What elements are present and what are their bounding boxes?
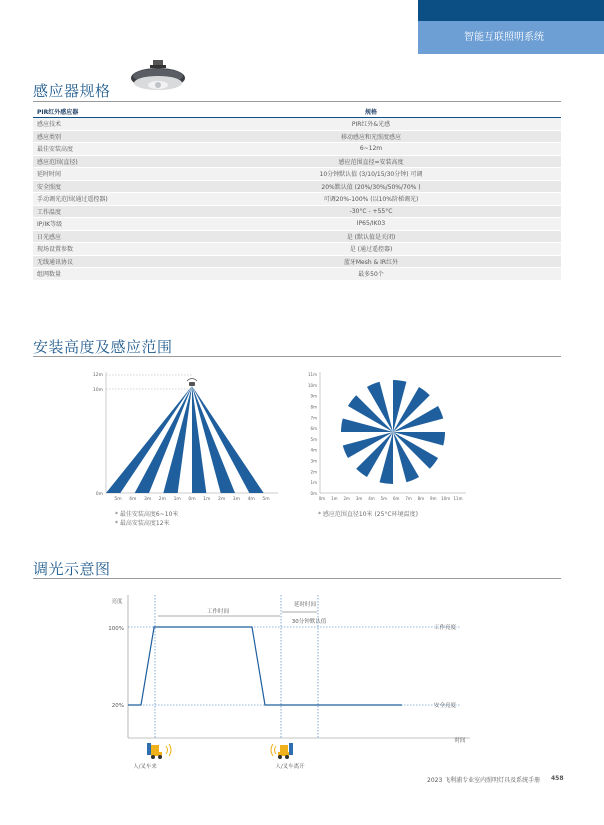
cone-x-tick: 2m [217, 497, 226, 502]
spec-label-cell: 延时时间 [33, 168, 181, 181]
table-header-cell: PIR红外感应器 [33, 106, 181, 118]
spec-value-cell: 是 (通过遥控器) [181, 243, 561, 256]
sensor-wave-icon [187, 379, 197, 382]
spec-label-cell: 无线通讯协议 [33, 255, 181, 268]
section-divider [33, 578, 561, 579]
spec-value-cell: IP65/IK03 [181, 218, 561, 231]
dim-y-tick: 100% [108, 626, 124, 632]
spec-value-cell: -30°C - +55°C [181, 205, 561, 218]
circle-x-tick: 8m [417, 496, 425, 501]
spec-label-cell: 日光感应 [33, 230, 181, 243]
delay-time-label: 延时时间 [293, 602, 317, 608]
circle-range-chart [306, 368, 472, 506]
spec-value-cell: 6~12m [181, 143, 561, 156]
work-brightness-label: 工作亮度 [433, 625, 457, 631]
spec-label-cell: 工作温度 [33, 205, 181, 218]
spec-label-cell: 感应类别 [33, 130, 181, 143]
spec-value-cell: 是 (默认值是关闭) [181, 230, 561, 243]
cone-x-tick: 1m [203, 497, 211, 502]
cone-y-tick: 10m [92, 388, 103, 393]
cone-x-tick: 2m [158, 497, 167, 502]
circle-y-tick: 11m [308, 372, 317, 377]
circle-x-tick: 4m [368, 496, 375, 501]
spec-label-cell: IP/IK等级 [33, 218, 181, 231]
circle-y-tick: 10m [308, 382, 317, 388]
table-row [33, 268, 561, 281]
table-row [33, 180, 561, 193]
spec-label-cell: 最佳安装高度 [33, 143, 181, 156]
cone-notes [115, 510, 178, 528]
spec-label-cell: 感应技术 [33, 118, 181, 131]
table-row [33, 155, 561, 168]
forklift-leave-icon [271, 743, 293, 759]
cone-x-tick: 0m [188, 497, 196, 502]
table-row [33, 118, 561, 131]
cone-x-tick: 5m [114, 497, 122, 502]
table-row [33, 168, 561, 181]
leave-label: 人/叉车离开 [275, 764, 305, 770]
table-row [33, 255, 561, 268]
spec-value-cell: 蓝牙Mesh & IR红外 [181, 255, 561, 268]
cone-detection-rays [106, 386, 264, 493]
spec-label-cell: 感应范围(直径) [33, 155, 181, 168]
table-header-row [33, 106, 561, 118]
dim-ylabel: 亮度 [111, 599, 123, 605]
spec-value-cell: 20%默认值 (20%/30%/50%/70% ) [181, 180, 561, 193]
footer-text: 2023 飞利浦专业室内照明灯具及系统手册 [427, 777, 541, 784]
cone-x-tick: 3m [232, 497, 241, 502]
circle-x-tick: 2m [343, 496, 350, 501]
table-header-cell: 规格 [181, 106, 561, 118]
table-row [33, 193, 561, 206]
circle-y-tick: 8m [310, 404, 317, 410]
arrive-label: 人/叉车来 [133, 764, 157, 770]
spec-value-cell: 感应范围直径=安装高度 [181, 155, 561, 168]
circle-y-tick: 5m [310, 436, 317, 442]
table-row [33, 218, 561, 231]
section-title-dimming: 调光示意图 [33, 560, 111, 578]
spec-value-cell: 可调20%-100% (以10%阶梯调光) [181, 193, 561, 206]
circle-y-tick: 0m [310, 491, 317, 496]
spec-label-cell: 组网数量 [33, 268, 181, 281]
delay-default-label: 30分钟默认值 [291, 619, 327, 625]
page-number: 458 [551, 775, 564, 782]
table-row [33, 205, 561, 218]
circle-y-tick: 7m [310, 415, 317, 421]
cone-y-tick: 12m [92, 373, 103, 378]
section-title-sensor: 感应器规格 [33, 82, 111, 100]
forklift-arrive-icon [147, 743, 171, 759]
spec-value-cell: 移动感应和光照度感应 [181, 130, 561, 143]
header-bar [418, 0, 604, 21]
table-row [33, 130, 561, 143]
safe-brightness-label: 安全亮度 [433, 703, 457, 709]
cone-ray [192, 386, 206, 493]
section-divider [33, 101, 561, 102]
cone-x-tick: 1m [173, 497, 181, 502]
sensor-spec-table [33, 106, 561, 281]
section-divider [33, 356, 561, 357]
dimming-chart [100, 590, 500, 775]
table-row [33, 143, 561, 156]
spec-label-cell: 安全照度 [33, 180, 181, 193]
dim-xlabel: 时间 [454, 738, 466, 744]
table-row [33, 243, 561, 256]
spec-label-cell: 手动调光范围(通过遥控器) [33, 193, 181, 206]
circle-x-tick: 9m [430, 496, 437, 501]
cone-note: * 最高安装高度12米 [115, 520, 170, 527]
header-banner-text: 智能互联照明系统 [464, 32, 544, 43]
circle-x-tick: 6m [392, 496, 400, 501]
circle-y-tick: 2m [310, 469, 317, 475]
circle-y-tick: 3m [310, 458, 317, 464]
circle-y-tick: 6m [310, 426, 317, 432]
cone-note: * 最佳安装高度6~10米 [115, 511, 179, 518]
circle-y-tick: 1m [310, 480, 317, 486]
circle-x-tick: 3m [355, 496, 363, 501]
dim-y-tick: 20% [111, 703, 124, 709]
circle-x-tick: 7m [405, 496, 412, 501]
cone-x-tick: 4m [247, 497, 255, 502]
cone-range-chart [88, 368, 284, 506]
table-row [33, 230, 561, 243]
cone-x-tick: 5m [262, 497, 270, 502]
brightness-series-line [128, 627, 402, 705]
work-time-label: 工作时间 [206, 609, 230, 615]
circle-x-tick: 5m [380, 496, 388, 501]
spec-value-cell: 10分钟默认值 (3/10/15/30分钟) 可调 [181, 168, 561, 181]
sensor-product-image [130, 56, 186, 102]
spec-label-cell: 现场设置参数 [33, 243, 181, 256]
spec-value-cell: PIR红外&光感 [181, 118, 561, 131]
circle-y-tick: 9m [310, 393, 317, 399]
header-banner [418, 21, 604, 54]
cone-x-tick: 3m [143, 497, 152, 502]
circle-x-tick: 11m [453, 496, 463, 501]
circle-x-tick: 1m [331, 496, 338, 501]
section-title-range: 安装高度及感应范围 [33, 338, 173, 356]
cone-y-tick: 0m [95, 492, 103, 497]
sensor-icon [189, 382, 195, 386]
circle-x-tick: 0m [318, 496, 326, 501]
circle-y-tick: 4m [310, 447, 317, 453]
cone-x-tick: 4m [129, 497, 137, 502]
circle-x-tick: 10m [441, 496, 451, 501]
circle-detection-sectors [341, 380, 445, 484]
circle-note: * 感应范围直径10米 (25°C环境温度) [318, 511, 418, 518]
spec-value-cell: 最多50个 [181, 268, 561, 281]
